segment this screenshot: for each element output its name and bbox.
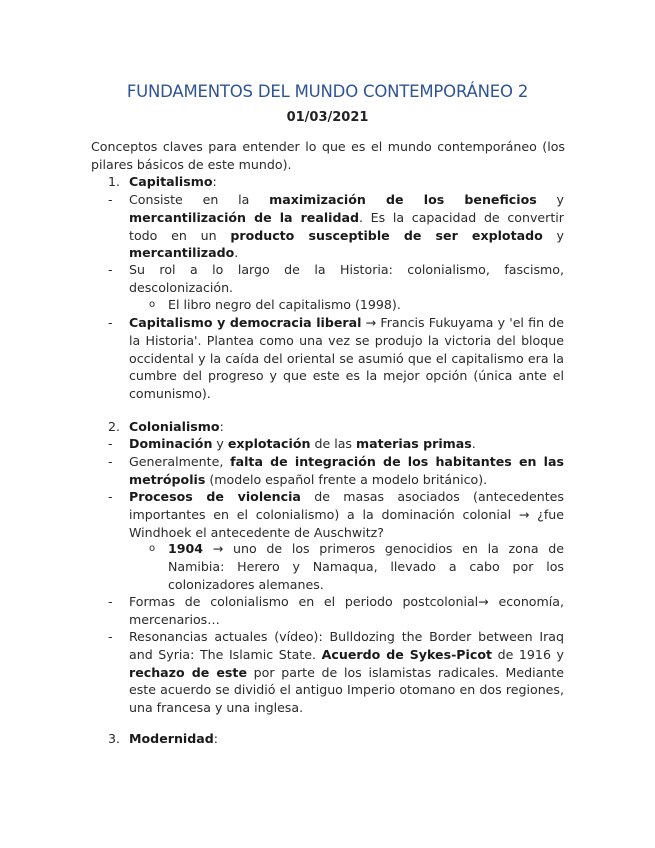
dash-bullet: - bbox=[108, 594, 113, 609]
list-item: Su rol a lo largo de la Historia: colonialismo, fascismo, descolonización. bbox=[129, 262, 564, 295]
intro-paragraph: Conceptos claves para entender lo que es el mundo contemporáneo (los pilares básicos de este mundo). bbox=[91, 139, 565, 172]
dash-bullet: - bbox=[108, 629, 113, 644]
list-item: Capitalismo y democracia liberal → Francis Fukuyama y 'el fin de la Historia'. Plantea como una vez se produjo la victoria del bloque occidental y la caída del oriental se asumió que el capitalismo era la cumbre del progreso y que este es la mejor opción (única ante el comunismo). bbox=[129, 315, 564, 402]
sub-list-item: 1904 → uno de los primeros genocidios en la zona de Namibia: Herero y Namaqua, llevado a cabo por los colonizadores alemanes. bbox=[168, 541, 564, 592]
section-heading: Capitalismo: bbox=[129, 174, 217, 189]
dash-bullet: - bbox=[108, 192, 113, 207]
sub-list-item: El libro negro del capitalismo (1998). bbox=[168, 297, 401, 312]
list-item: Formas de colonialismo en el periodo postcolonial→ economía, mercenarios… bbox=[129, 594, 564, 627]
dash-bullet: - bbox=[108, 262, 113, 277]
dash-bullet: - bbox=[108, 436, 113, 451]
list-item: Procesos de violencia de masas asociados (antecedentes importantes en el colonialismo) a la dominación colonial → ¿fue Windhoek el antecedente de Auschwitz? bbox=[129, 489, 564, 540]
section-heading: Colonialismo: bbox=[129, 419, 224, 434]
section-number: 3. bbox=[108, 731, 121, 746]
section-number: 2. bbox=[108, 419, 121, 434]
section-number: 1. bbox=[108, 174, 121, 189]
list-item: Consiste en la maximización de los beneficios y mercantilización de la realidad. Es la capacidad de convertir todo en un producto susceptible de ser explotado y mercantilizado. bbox=[129, 192, 564, 261]
dash-bullet: - bbox=[108, 454, 113, 469]
circle-bullet: o bbox=[149, 299, 156, 310]
dash-bullet: - bbox=[108, 315, 113, 330]
list-item: Dominación y explotación de las materias primas. bbox=[129, 436, 476, 451]
list-item: Resonancias actuales (vídeo): Bulldozing the Border between Iraq and Syria: The Islamic State. Acuerdo de Sykes-Picot de 1916 y rechazo de este por parte de los islamistas radicales. Mediante este acuerdo se dividió el antiguo Imperio otomano en dos regiones, una francesa y una inglesa. bbox=[129, 629, 564, 716]
section-heading: Modernidad: bbox=[129, 731, 219, 746]
list-item: Generalmente, falta de integración de los habitantes en las metrópolis (modelo español frente a modelo británico). bbox=[129, 454, 564, 487]
document-date: 01/03/2021 bbox=[286, 110, 369, 125]
circle-bullet: o bbox=[149, 543, 156, 554]
dash-bullet: - bbox=[108, 489, 113, 504]
document-title: FUNDAMENTOS DEL MUNDO CONTEMPORÁNEO 2 bbox=[126, 82, 529, 101]
